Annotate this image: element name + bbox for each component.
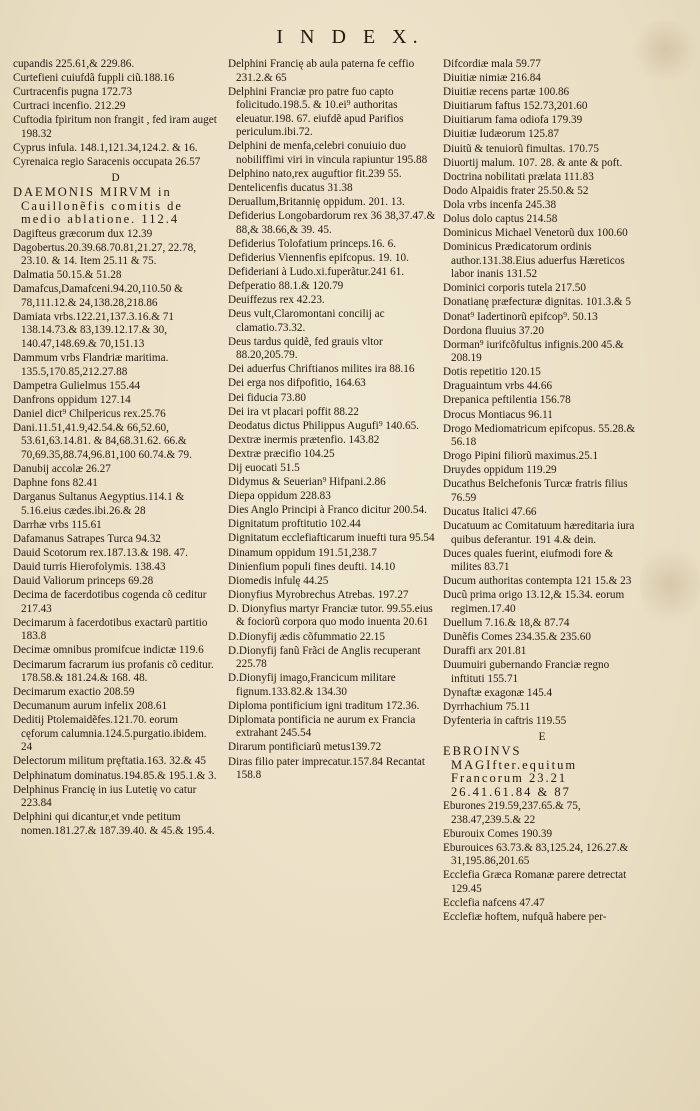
index-entry: Dinamum oppidum 191.51,238.7 <box>228 546 377 559</box>
index-entry: Dafamanus Satrapes Turca 94.32 <box>13 532 161 545</box>
index-entry: Dagobertus.20.39.68.70.81,21.27, 22.78, 23.10. & 14. Item 25.11 & 75. <box>13 241 197 268</box>
index-entry: Drepanica peftilentia 156.78 <box>443 394 571 407</box>
index-column-1 <box>13 58 218 839</box>
index-entry: Dentelicenfis ducatus 31.38 <box>228 181 353 194</box>
index-entry: Defiderius Longobardorum rex 36 38,37.47.& 88,& 38.66,& 39. 45. <box>228 210 436 236</box>
index-entry: Dodo Alpaidis frater 25.50.& 52 <box>443 184 589 197</box>
index-entry: Delphinatum dominatus.194.85.& 195.1.& 3. <box>13 769 217 782</box>
index-entry: Dordona fluuius 37.20 <box>443 324 544 337</box>
index-entry: Dominici corporis tutela 217.50 <box>443 282 586 295</box>
index-entry: Donatianę præfecturæ dignitas. 101.3.& 5 <box>443 296 631 309</box>
index-entry: Delphinus Francię in ius Lutetię vo catur 223.84 <box>13 783 197 810</box>
index-entry: Diuitiarum fama odiofa 179.39 <box>443 114 583 127</box>
index-entry: cupandis 225.61,& 229.86. <box>13 58 135 70</box>
index-entry: Dextræ præcifio 104.25 <box>228 447 335 460</box>
index-entry: Diploma pontificium igni traditum 172.36. <box>228 699 420 712</box>
index-entry: Dola vrbs incenfa 245.38 <box>443 198 557 211</box>
index-entry: Dammum vrbs Flandriæ maritima. 135.5,170.85,212.27.88 <box>13 352 169 378</box>
index-entry: Danubij accolæ 26.27 <box>13 463 111 475</box>
index-entry: Diuitiæ Iudæorum 125.87 <box>443 128 559 141</box>
index-entry: Decimæ omnibus promifcue indictæ 119.6 <box>13 644 204 657</box>
index-entry: DAEMONIS MIRVM in Cauillonẽfis comitis de medio ablatione. 112.4 <box>13 185 183 227</box>
index-entry: Delphino nato,rex auguftior fit.239 55. <box>228 167 402 180</box>
index-entry: Ducũ prima origo 13.12,& 15.34. eorum regimen.17.40 <box>443 589 625 615</box>
index-entry: Delphini Franciæ pro patre fuo capto folicitudo.198.5. & 10.ei⁹ authoritas eleuatur.198. 67. eiufdẽ apud Parifios periculum.ibi.72. <box>228 85 404 139</box>
index-entry: Dani.11.51,41.9,42.54.& 66,52.60, 53.61,63.14.81. & 84,68.31.62. 66.& 70,69.35,88.74,96.81,100 60.74.& 79. <box>13 421 192 461</box>
index-entry: Dei ira vt placari poffit 88.22 <box>228 405 359 418</box>
index-entry: Dynaftæ exagonæ 145.4 <box>443 686 553 699</box>
index-entry: Draguaintum vrbs 44.66 <box>443 380 553 393</box>
index-entry: Diuitiæ nimiæ 216.84 <box>443 72 541 85</box>
index-entry: D.Dionyfij imago,Francicum militare fignum.133.82.& 134.30 <box>228 672 396 698</box>
index-entry: Dominicus Michael Venetorũ dux 100.60 <box>443 227 628 240</box>
index-entry: Eburones 219.59,237.65.& 75, 238.47,239.5.& 22 <box>443 800 581 826</box>
page-title: I N D E X. <box>276 26 424 48</box>
index-entry: Darganus Sultanus Aegyptius.114.1 & 5.16.eius cædes.ibi.26.& 28 <box>13 491 185 517</box>
index-entry: Deuiffezus rex 42.23. <box>228 294 325 307</box>
index-entry: Diuitiarum faftus 152.73,201.60 <box>443 100 588 113</box>
index-entry: Dyfenteria in caftris 119.55 <box>443 715 567 728</box>
index-entry: Deruallum,Britannię oppidum. 201. 13. <box>228 195 405 208</box>
index-entry: Duces quales fuerint, eiufmodi fore & milites 83.71 <box>443 547 614 574</box>
index-entry: Darrhæ vrbs 115.61 <box>13 518 102 531</box>
section-letter: E <box>538 730 546 743</box>
index-entry: Dies Anglo Principi à Franco dicitur 200.54. <box>228 504 427 517</box>
index-entry: Ducum authoritas contempta 121 15.& 23 <box>443 575 632 588</box>
index-entry: Didymus & Seuerian⁹ Hifpani.2.86 <box>228 476 386 489</box>
index-entry: D. Dionyfius martyr Franciæ tutor. 99.55.eius & fociorũ corpora quo modo inuenta 20.61 <box>228 602 433 629</box>
index-entry: Dei fiducia 73.80 <box>228 391 306 404</box>
index-entry: Dunẽfis Comes 234.35.& 235.60 <box>443 631 591 644</box>
index-entry: Eburouices 63.73.& 83,125.24, 126.27.& 31,195.86,201.65 <box>443 841 629 868</box>
index-entry: Dagifteus græcorum dux 12.39 <box>13 227 153 240</box>
paper-stain <box>640 540 700 630</box>
index-entry: Decimarum exactio 208.59 <box>13 686 135 699</box>
index-entry: Cyprus infula. 148.1,121.34,124.2. & 16. <box>13 141 198 154</box>
index-entry: Diplomata pontificia ne aurum ex Francia extrahant 245.54 <box>228 713 416 740</box>
index-entry: Dei aduerfus Chriftianos milites ira 88.16 <box>228 363 415 376</box>
index-entry: Duumuiri gubernando Franciæ regno inftituti 155.71 <box>443 659 610 685</box>
index-entry: Dignitatum proftitutio 102.44 <box>228 518 361 531</box>
index-entry: Duraffi arx 201.81 <box>443 645 527 658</box>
index-entry: Dextræ inermis prætenfio. 143.82 <box>228 433 380 446</box>
index-entry: Delphini Francię ab aula paterna fe ceffio 231.2.& 65 <box>228 58 415 84</box>
index-entry: Decumanum aurum infelix 208.61 <box>13 700 168 713</box>
index-entry: Ducathus Belchefonis Turcæ fratris filius 76.59 <box>443 478 628 504</box>
index-entry: Diuitũ & tenuiorũ fimultas. 170.75 <box>443 142 599 155</box>
index-entry: Delphini de menfa,celebri conuiuio duo nobiliffimi viri in vincula rapiuntur 195.88 <box>228 140 428 166</box>
index-entry: EBROINVS MAGIfter.equitum Francorum 23.21 26.41.61.84 & 87 <box>443 744 578 799</box>
index-entry: Ecclefia nafcens 47.47 <box>443 896 545 909</box>
index-entry: Defiderius Viennenfis epifcopus. 19. 10. <box>228 251 409 264</box>
index-entry: Dorman⁹ iurifcõfultus infignis.200 45.& 208.19 <box>443 338 624 365</box>
index-entry: Ecclefiæ hoftem, nufquã habere per- <box>443 911 607 924</box>
index-entry: Delphini qui dicantur,et vnde petitum nomen.181.27.& 187.39.40. & 45.& 195.4. <box>13 811 215 837</box>
index-entry: Dei erga nos difpofitio, 164.63 <box>228 377 366 390</box>
index-entry: Defideriani à Ludo.xi.fuperãtur.241 61. <box>228 265 405 278</box>
index-entry: Drogo Mediomatricum epifcopus. 55.28.& 56.18 <box>443 422 636 449</box>
index-entry: Decimarum à facerdotibus exactarũ partitio 183.8 <box>13 616 208 643</box>
index-entry: Ducatuum ac Comitatuum hæreditaria iura quibus deferantur. 191 4.& dein. <box>443 520 635 546</box>
index-entry: Deodatus dictus Philippus Augufi⁹ 140.65. <box>228 419 419 432</box>
index-entry: Ecclefia Græca Romanæ parere detrectat 129.45 <box>443 869 627 895</box>
index-entry: Danfrons oppidum 127.14 <box>13 393 131 406</box>
index-entry: Dampetra Gulielmus 155.44 <box>13 379 141 392</box>
index-entry: Diuitiæ recens partæ 100.86 <box>443 86 570 99</box>
index-entry: Diomedis infulę 44.25 <box>228 574 329 587</box>
index-entry: Damiata vrbs.122.21,137.3.16.& 71 138.14.73.& 83,139.12.17.& 30, 140.47,148.69.& 70,151.13 <box>13 310 174 350</box>
index-entry: Diuortij malum. 107. 28. & ante & poft. <box>443 156 623 169</box>
index-entry: Doctrina nobilitati prælata 111.83 <box>443 170 594 183</box>
index-entry: Daphne fons 82.41 <box>13 477 98 490</box>
index-entry: Dotis repetitio 120.15 <box>443 366 541 379</box>
index-entry: Decima de facerdotibus cogenda cõ ceditur 217.43 <box>13 589 207 615</box>
index-entry: Diras filio pater imprecatur.157.84 Recantat 158.8 <box>228 755 425 782</box>
index-entry: Delectorum militum pręftatia.163. 32.& 45 <box>13 755 206 768</box>
index-entry: Eburouix Comes 190.39 <box>443 827 553 840</box>
index-entry: Damafcus,Damafceni.94.20,110.50 & 78,111.12.& 24,138.28,218.86 <box>13 283 183 309</box>
index-entry: Dionyfius Myrobrechus Atrebas. 197.27 <box>228 588 409 601</box>
index-entry: Curtraci incenfio. 212.29 <box>13 100 126 113</box>
index-entry: Defperatio 88.1.& 120.79 <box>228 279 344 292</box>
index-entry: D.Dionyfij ædis cõfummatio 22.15 <box>228 630 385 643</box>
index-column-2 <box>228 58 438 783</box>
index-entry: Daniel dict⁹ Chilpericus rex.25.76 <box>13 407 166 420</box>
index-entry: Dignitatum ecclefiafticarum inuefti tura 95.54 <box>228 532 435 545</box>
index-column-3 <box>443 58 641 925</box>
index-entry: Dij euocati 51.5 <box>228 461 300 474</box>
index-entry: Drogo Pipini filiorũ maximus.25.1 <box>443 450 599 463</box>
index-entry: Diepa oppidum 228.83 <box>228 490 331 503</box>
index-entry: Cyrenaica regio Saracenis occupata 26.57 <box>13 156 201 169</box>
index-entry: Dauid Scotorum rex.187.13.& 198. 47. <box>13 546 188 559</box>
index-entry: Deditij Ptolemaidẽfes.121.70. eorum cęforum calumnia.124.5.purgatio.ibidem. 24 <box>13 714 207 754</box>
index-entry: Druydes oppidum 119.29 <box>443 464 557 477</box>
index-entry: D.Dionyfij fanũ Frãci de Anglis recuperant 225.78 <box>228 644 421 671</box>
index-entry: Cuftodia fpiritum non frangit , fed iram auget 198.32 <box>13 114 217 140</box>
index-entry: Dominicus Prædicatorum ordinis author.131.38.Eius aduerfus Hæreticos labor inanis 131.52 <box>443 241 625 281</box>
index-entry: Dauid Valiorum princeps 69.28 <box>13 575 154 588</box>
index-entry: Deus tardus quidẽ, fed grauis vltor 88.20,205.79. <box>228 335 383 362</box>
index-entry: Dirarum pontificiarũ metus139.72 <box>228 741 382 754</box>
index-entry: Curtracenfis pugna 172.73 <box>13 86 132 99</box>
index-entry: Deus vult,Claromontani concilij ac clamatio.73.32. <box>228 308 385 334</box>
index-entry: Dolus dolo captus 214.58 <box>443 213 558 226</box>
section-letter: D <box>111 171 120 184</box>
index-entry: Ducatus Italici 47.66 <box>443 506 537 519</box>
index-entry: Dalmatia 50.15.& 51.28 <box>13 269 122 282</box>
index-entry: Donat⁹ Iadertinorũ epifcop⁹. 50.13 <box>443 310 598 323</box>
index-entry: Dyrrhachium 75.11 <box>443 700 531 713</box>
index-entry: Decimarum facrarum ius profanis cõ ceditur. 178.58.& 181.24.& 168. 48. <box>13 658 214 685</box>
index-entry: Duellum 7.16.& 18,& 87.74 <box>443 617 570 629</box>
index-entry: Drocus Montiacus 96.11 <box>443 408 553 421</box>
index-entry: Defiderius Tolofatium princeps.16. 6. <box>228 237 397 250</box>
index-entry: Difcordiæ mala 59.77 <box>443 58 541 70</box>
index-entry: Curtefieni cuiufdã fuppli ciũ.188.16 <box>13 72 175 85</box>
index-entry: Dinienfium populi fines deufti. 14.10 <box>228 560 396 573</box>
index-entry: Dauid turris Hierofolymis. 138.43 <box>13 561 166 574</box>
